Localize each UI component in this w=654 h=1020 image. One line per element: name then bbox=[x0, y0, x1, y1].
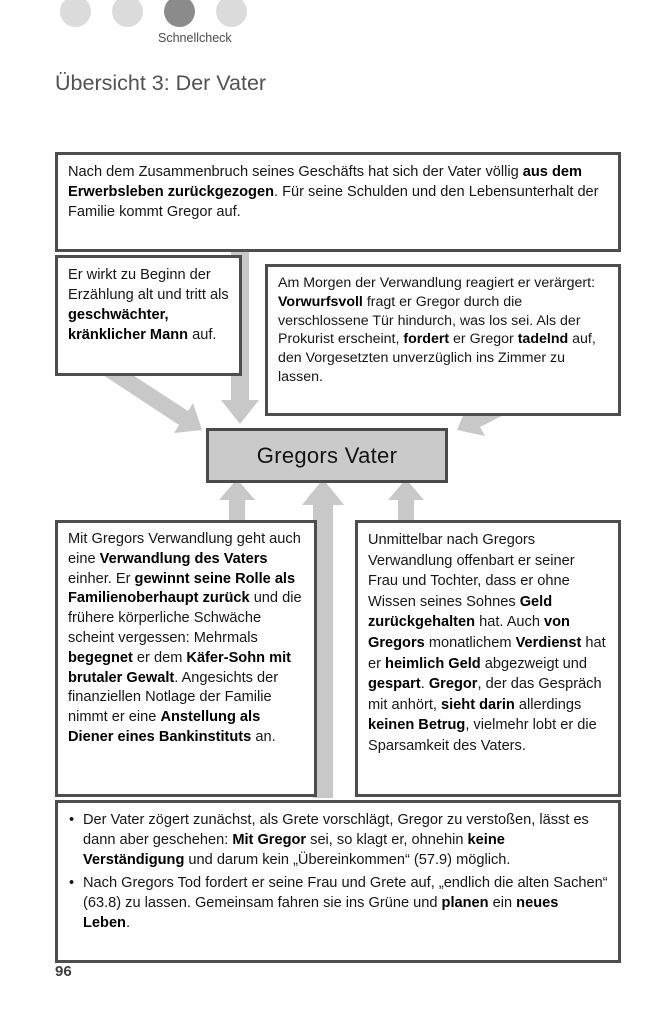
box-withdrawal-from-work: Nach dem Zusammenbruch seines Geschäfts hat sich der Vater völlig aus dem Erwerbsleben zurückgezogen. Für seine Schulden und den Lebensunterhalt der Familie kommt Gregor auf. bbox=[55, 152, 621, 252]
schnellcheck-label: Schnellcheck bbox=[158, 31, 232, 45]
arrow-bottomleft-to-center bbox=[219, 479, 255, 524]
box-weak-sick-man: Er wirkt zu Beginn der Erzählung alt und tritt als geschwächter, kränklicher Mann auf. bbox=[55, 255, 242, 376]
bullet-item: • Der Vater zögert zunächst, als Grete vorschlägt, Gregor zu verstoßen, lässt es dann aber geschehen: Mit Gregor sei, so klagt er, ohnehin keine Verständigung und darum kein „Übereinkommen“ (57.9) möglich. bbox=[68, 810, 608, 870]
page-title: Übersicht 3: Der Vater bbox=[55, 71, 267, 95]
box-secret-money: Unmittelbar nach Gregors Verwandlung offenbart er seiner Frau und Tochter, dass er ohne Wissen seines Sohnes Geld zurückgehalten hat. Auch von Gregors monatlichem Verdienst hat er heimlich Geld abgezweigt und gespart. Gregor, der das Gespräch mit anhört, sieht darin allerdings keinen Betrug, vielmehr lobt er die Sparsamkeit des Vaters. bbox=[355, 520, 621, 797]
page-number: 96 bbox=[55, 963, 72, 980]
arrow-bottomright-to-center bbox=[388, 479, 424, 524]
bullet-item: • Nach Gregors Tod fordert er seine Frau und Grete auf, „endlich die alten Sachen“ (63.8) zu lassen. Gemeinsam fahren sie ins Grüne und planen ein neues Leben. bbox=[68, 873, 608, 933]
box-transformation-of-father: Mit Gregors Verwandlung geht auch eine Verwandlung des Vaters einher. Er gewinnt seine Rolle als Familienoberhaupt zurück und die frühere körperliche Schwäche scheint vergessen: Mehrmals begegnet er dem Käfer-Sohn mit brutaler Gewalt. Angesichts der finanziellen Notlage der Familie nimmt er eine Anstellung als Diener eines Bankinstituts an. bbox=[55, 520, 317, 797]
bullet-list bbox=[68, 810, 608, 933]
box-final-events bbox=[55, 800, 621, 963]
box-morning-of-metamorphosis: Am Morgen der Verwandlung reagiert er verärgert: Vorwurfsvoll fragt er Gregor durch die verschlossene Tür hindurch, was los sei. Als der Prokurist erscheint, fordert er Gregor tadelnd auf, den Vorgesetzten unverzüglich ins Zimmer zu lassen. bbox=[265, 264, 621, 416]
center-node-gregors-vater: Gregors Vater bbox=[206, 428, 448, 483]
